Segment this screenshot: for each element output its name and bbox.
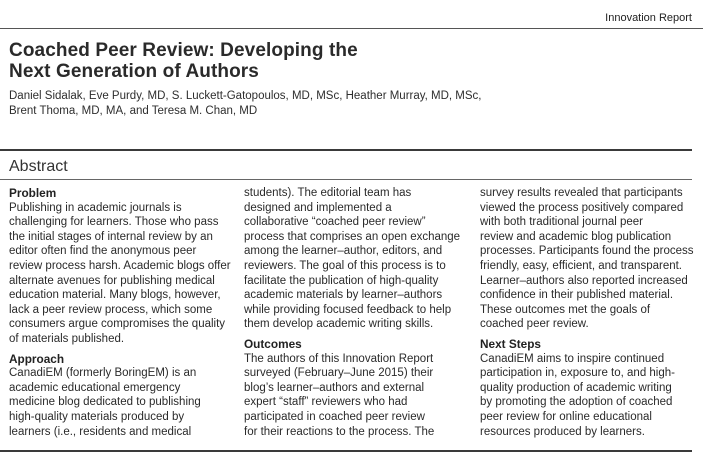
text-line: peer review for online educational (480, 410, 652, 423)
text-line: while providing focused feedback to help (244, 303, 452, 316)
text-line: participation in, exposure to, and high- (480, 367, 675, 380)
next-steps-text (480, 352, 695, 440)
text-line: survey results revealed that participants (480, 187, 683, 199)
text-line: Learner–authors also reported increased (480, 274, 688, 287)
section-label: Innovation Report (605, 12, 692, 24)
header-divider (0, 28, 703, 29)
text-line: participated in coached peer review (244, 410, 425, 423)
text-line: challenging for learners. Those who pass (9, 216, 219, 229)
outcomes-heading: Outcomes (244, 336, 302, 351)
outcomes-text (244, 352, 466, 440)
title-line: Coached Peer Review: Developing the (9, 40, 358, 61)
author-list (9, 89, 482, 119)
approach-heading: Approach (9, 351, 65, 366)
text-line: collaborative “coached peer review” (244, 216, 426, 229)
abstract-column-2 (244, 186, 466, 439)
text-line: facilitate the publication of high-quality (244, 274, 439, 287)
text-line: by promoting the adoption of coached (480, 396, 673, 409)
text-line: learners (i.e., residents and medical (9, 425, 192, 438)
problem-heading: Problem (9, 186, 57, 200)
text-line: academic educational emergency (9, 381, 181, 394)
approach-text (9, 366, 224, 439)
title-line: Next Generation of Authors (9, 61, 259, 82)
abstract-column-1 (9, 186, 231, 439)
text-line: CanadiEM aims to inspire continued (480, 352, 665, 365)
text-line: Publishing in academic journals is (9, 201, 182, 214)
text-line: of materials published. (9, 332, 125, 345)
approach-continued-text (244, 186, 466, 332)
abstract-heading-rule (0, 179, 692, 180)
text-line: medicine blog dedicated to publishing (9, 396, 201, 409)
text-line: the initial stages of internal review by an (9, 230, 213, 243)
text-line: The authors of this Innovation Report (244, 352, 434, 365)
text-line: resources produced by learners. (480, 425, 645, 438)
abstract-heading: Abstract (9, 158, 68, 175)
article-title (9, 40, 358, 82)
text-line: surveyed (February–June 2015) their (244, 367, 434, 380)
text-line: processes. Participants found the process (480, 245, 694, 258)
text-line: students). The editorial team has (244, 187, 412, 199)
text-line: consumers argue compromises the quality (9, 318, 226, 331)
text-line: confidence in their published material. (480, 289, 674, 302)
text-line: process that comprises an open exchange (244, 230, 461, 243)
text-line: for their reactions to the process. The (244, 425, 435, 438)
problem-text (9, 201, 231, 347)
text-line: viewed the process positively compared (480, 201, 684, 214)
outcomes-continued-text (480, 186, 695, 332)
text-line: CanadiEM (formerly BoringEM) is an (9, 367, 197, 380)
text-line: These outcomes met the goals of (480, 303, 651, 316)
text-line: academic materials by learner–authors (244, 289, 443, 302)
text-line: them develop academic writing skills. (244, 318, 434, 331)
text-line: reviewers. The goal of this process is to (244, 259, 446, 272)
text-line: with both traditional journal peer (480, 216, 644, 229)
text-line: review process harsh. Academic blogs offer (9, 259, 231, 272)
abstract-bottom-rule (0, 450, 692, 452)
abstract-top-rule (0, 149, 692, 151)
text-line: quality production of academic writing (480, 381, 672, 394)
next-steps-heading: Next Steps (480, 336, 541, 351)
text-line: alternate avenues for publishing medical (9, 274, 215, 287)
text-line: high-quality materials produced by (9, 410, 185, 423)
text-line: coached peer review. (480, 318, 589, 331)
text-line: education material. Many blogs, however, (9, 289, 221, 302)
text-line: review and academic blog publication (480, 230, 672, 243)
text-line: lack a peer review process, which some (9, 303, 213, 316)
text-line: among the learner–author, editors, and (244, 245, 443, 258)
text-line: editor often find the anonymous peer (9, 245, 197, 258)
author-line: Brent Thoma, MD, MA, and Teresa M. Chan, MD (9, 105, 258, 117)
author-line: Daniel Sidalak, Eve Purdy, MD, S. Luckett-Gatopoulos, MD, MSc, Heather Murray, MD, MSc, (9, 90, 482, 102)
text-line: designed and implemented a (244, 201, 392, 214)
text-line: expert “staff” reviewers who had (244, 396, 408, 409)
abstract-column-3 (480, 186, 695, 439)
text-line: blog’s learner–authors and external (244, 381, 425, 394)
text-line: friendly, easy, efficient, and transparent. (480, 259, 683, 272)
